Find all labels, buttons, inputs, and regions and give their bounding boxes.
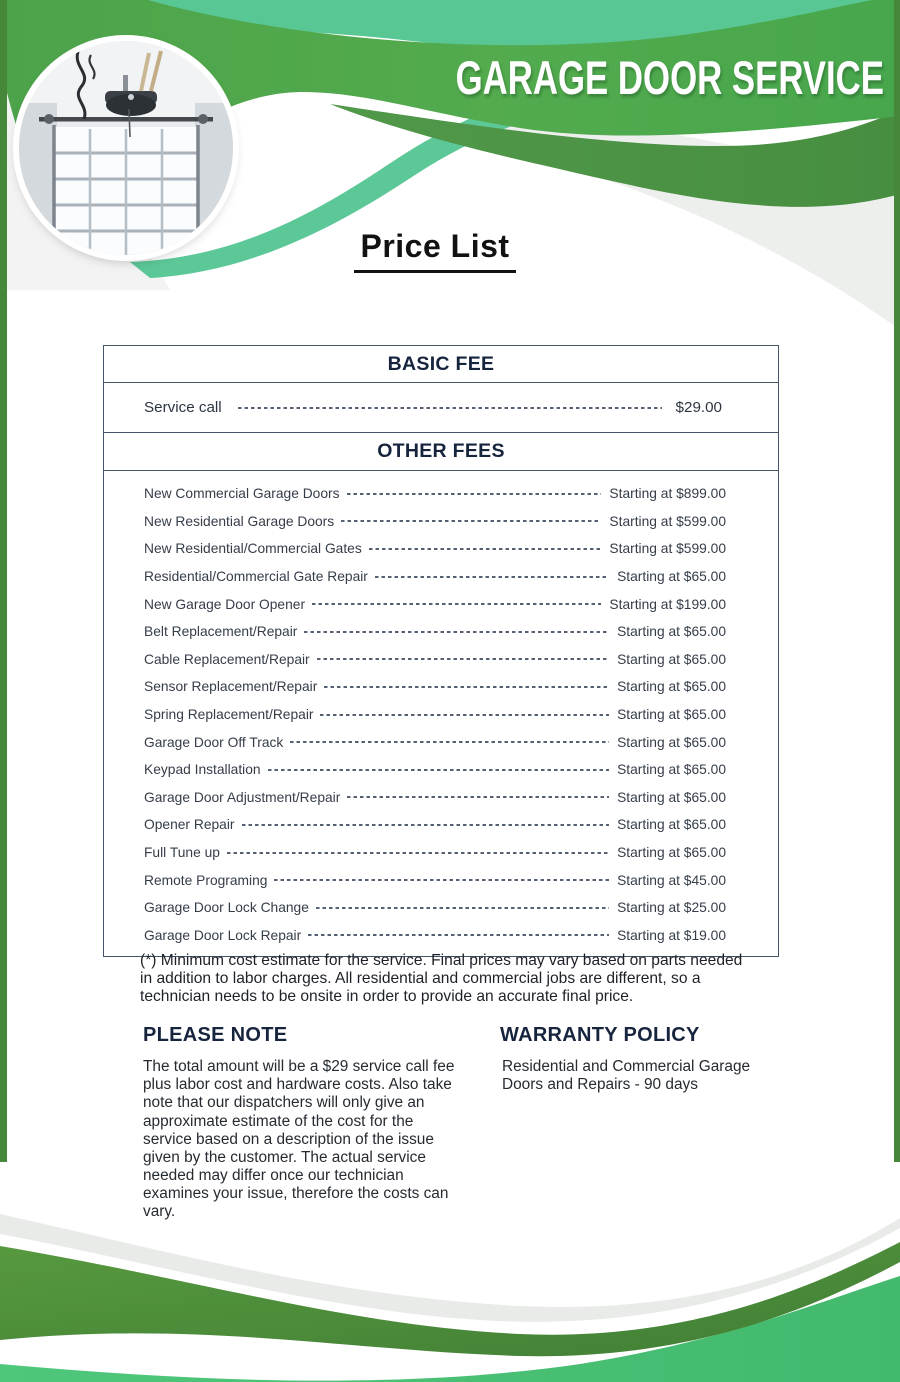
fee-price: Starting at $65.00 [617,762,726,778]
page-title: Price List [354,228,515,273]
fee-label: Garage Door Adjustment/Repair [144,789,341,805]
dash-leader [320,714,609,716]
fee-price: Starting at $65.00 [617,817,726,833]
basic-fee-rows [104,383,778,432]
left-edge-strip [0,0,7,1250]
fee-price: Starting at $599.00 [609,541,726,557]
dash-leader [375,576,609,578]
fee-label: New Residential Garage Doors [144,513,335,529]
fee-label: New Commercial Garage Doors [144,486,340,502]
fee-price: Starting at $25.00 [617,900,726,916]
fee-row [104,590,778,618]
fee-row [104,508,778,536]
fee-label: Sensor Replacement/Repair [144,679,318,695]
fee-label: New Residential/Commercial Gates [144,541,362,557]
fee-row [104,673,778,701]
fee-label: Service call [144,399,222,416]
dash-leader [290,741,609,743]
dash-leader [369,548,602,550]
dash-leader [304,631,609,633]
other-fees-rows [104,471,778,956]
fee-row [104,646,778,674]
fee-row [104,563,778,591]
fee-row [104,784,778,812]
fee-row [104,480,778,508]
fee-label: Cable Replacement/Repair [144,651,310,667]
brand-title: GARAGE DOOR SERVICE [455,51,884,104]
dash-leader [238,407,662,409]
fee-row [104,535,778,563]
fee-price: Starting at $65.00 [617,707,726,723]
price-table [103,345,779,957]
fee-price: Starting at $65.00 [617,789,726,805]
dash-leader [341,520,601,522]
fee-price: Starting at $65.00 [617,624,726,640]
fee-label: Garage Door Off Track [144,734,284,750]
please-note-heading: PLEASE NOTE [143,1024,288,1046]
dash-leader [347,796,609,798]
fee-label: Keypad Installation [144,762,261,778]
dash-leader [242,824,610,826]
fee-row [104,701,778,729]
page-title-wrap [0,228,870,273]
garage-door-photo [19,41,233,255]
other-fees-header: OTHER FEES [104,432,778,471]
fee-price: Starting at $199.00 [609,596,726,612]
fee-price: $29.00 [675,399,722,416]
fee-row [104,922,778,950]
fee-label: New Garage Door Opener [144,596,306,612]
fee-row [104,383,778,432]
fee-row [104,839,778,867]
fee-price: Starting at $65.00 [617,734,726,750]
dash-leader [274,879,609,881]
right-edge-strip [894,0,900,1250]
dash-leader [227,852,609,854]
garage-door-illustration [19,41,233,255]
dash-leader [317,658,609,660]
fee-row [104,756,778,784]
footnote: (*) Minimum cost estimate for the service. Final prices may vary based on parts needed in addition to labor charges. All residential and commercial jobs are different, so a technician needs to be onsite in order to provide an accurate final price. [140,952,743,1006]
fee-label: Opener Repair [144,817,235,833]
fee-label: Belt Replacement/Repair [144,624,298,640]
dash-leader [308,934,609,936]
dash-leader [316,907,609,909]
please-note-body: The total amount will be a $29 service call fee plus labor cost and hardware costs. Also take note that our dispatchers will only give an approximate estimate of the cost for the service based on a description of the issue given by the customer. The actual service needed may differ once our technician examines your issue, therefore the costs can vary. [143,1058,455,1221]
fee-label: Garage Door Lock Repair [144,927,302,943]
fee-row [104,618,778,646]
warranty-policy-heading: WARRANTY POLICY [500,1024,700,1046]
fee-row [104,811,778,839]
dash-leader [347,493,602,495]
fee-price: Starting at $599.00 [609,513,726,529]
fee-row [104,866,778,894]
fee-price: Starting at $65.00 [617,651,726,667]
fee-price: Starting at $45.00 [617,872,726,888]
fee-price: Starting at $65.00 [617,679,726,695]
dash-leader [268,769,609,771]
fee-price: Starting at $65.00 [617,569,726,585]
fee-label: Spring Replacement/Repair [144,707,314,723]
fee-label: Remote Programing [144,872,268,888]
basic-fee-header: BASIC FEE [104,346,778,383]
fee-price: Starting at $899.00 [609,486,726,502]
dash-leader [312,603,601,605]
fee-label: Garage Door Lock Change [144,900,309,916]
warranty-policy-body: Residential and Commercial Garage Doors and Repairs - 90 days [502,1058,751,1094]
fee-price: Starting at $65.00 [617,845,726,861]
fee-price: Starting at $19.00 [617,927,726,943]
fee-row [104,728,778,756]
fee-label: Full Tune up [144,845,220,861]
fee-label: Residential/Commercial Gate Repair [144,569,368,585]
fee-row [104,894,778,922]
dash-leader [324,686,609,688]
